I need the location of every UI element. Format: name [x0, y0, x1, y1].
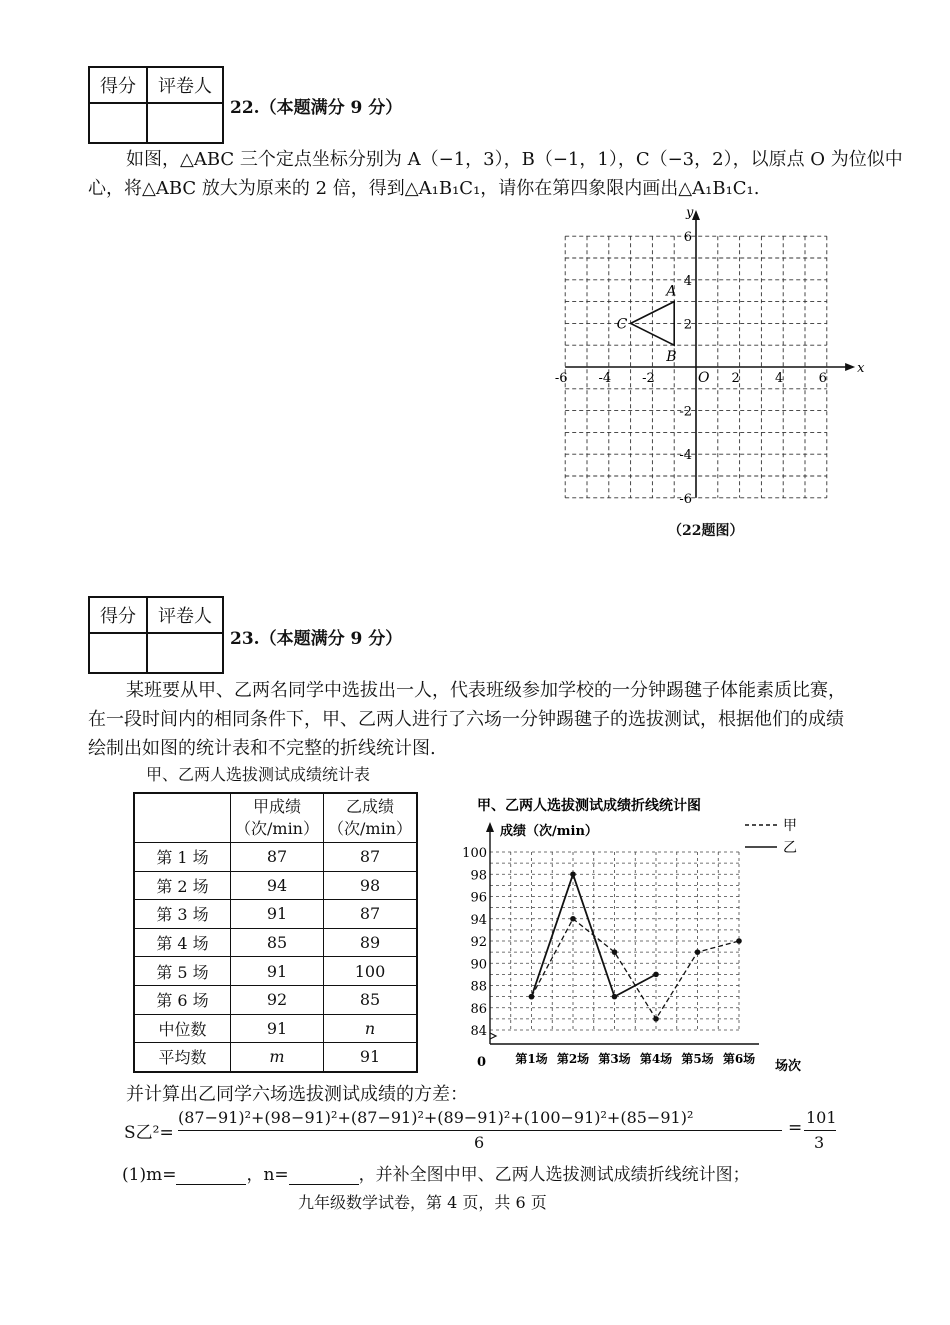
q22-figure-caption: （22题图） [668, 523, 744, 539]
chart-ylabel: 成绩（次/min） [500, 824, 598, 839]
chart-gridlines [490, 852, 739, 1030]
variance-equals: = [788, 1118, 803, 1138]
chart-y-tick-label: 88 [470, 979, 487, 995]
jia-score: 87 [231, 843, 324, 872]
y-tick-label: 2 [683, 317, 692, 333]
table-row [134, 1014, 417, 1043]
line-chart [455, 790, 815, 1080]
variance-numerator: (87−91)²+(98−91)²+(87−91)²+(89−91)²+(100−91)²+(85−91)² [178, 1108, 694, 1127]
score-label: 得分 [89, 597, 147, 633]
table-row [134, 928, 417, 957]
chart-xlabel: 场次 [775, 1059, 802, 1074]
chart-y-tick-label: 100 [462, 846, 487, 861]
chart-y-tick-label: 96 [470, 890, 487, 906]
row-label: 第 2 场 [134, 871, 231, 900]
chart-x-tick-label: 第1场 [515, 1052, 548, 1066]
x-tick-label: -6 [554, 371, 568, 386]
variance-intro: 并计算出乙同学六场选拔测试成绩的方差： [126, 1084, 468, 1105]
row-label: 第 5 场 [134, 957, 231, 986]
chart-y-tick-labels [462, 846, 487, 1039]
jia-score: 94 [231, 871, 324, 900]
x-axis-label: x [857, 361, 865, 376]
x-tick-label: -2 [642, 371, 655, 386]
tick-labels [555, 230, 827, 507]
table-title: 甲、乙两人选拔测试成绩统计表 [146, 765, 371, 784]
variance-result-denominator: 3 [814, 1133, 825, 1152]
variance-lhs: S乙²= [124, 1123, 174, 1143]
q22-text-line1: 如图，△ABC 三个定点坐标分别为 A（−1，3），B（−1，1），C（−3，2），以原点 O 为位似中 [126, 149, 903, 170]
chart-y-tick-label: 94 [470, 912, 487, 928]
q23-title: 23.（本题满分 9 分） [230, 629, 403, 649]
vertex-label-b: B [666, 349, 677, 366]
q22-score-box [88, 66, 224, 144]
y-tick-label: -2 [679, 404, 692, 420]
chart-x-tick-labels [515, 1051, 755, 1066]
q22-text-line2: 心，将△ABC 放大为原来的 2 倍，得到△A₁B₁C₁，请你在第四象限内画出△A₁B₁C₁. [88, 178, 760, 199]
data-point [570, 871, 576, 877]
yi-score: 100 [324, 957, 418, 986]
y-tick-label: 6 [683, 230, 692, 246]
n-answer-blank[interactable] [289, 1166, 359, 1185]
q22-title: 22.（本题满分 9 分） [230, 98, 403, 118]
yi-score: 89 [324, 928, 418, 957]
header-yi [324, 793, 418, 843]
row-label: 第 4 场 [134, 928, 231, 957]
part1-line [122, 1160, 750, 1185]
chart-x-tick-label: 第5场 [681, 1052, 714, 1066]
x-tick-label: 4 [775, 371, 784, 386]
jia-score: 92 [231, 985, 324, 1014]
header-yi-name: 乙成绩 [345, 797, 394, 816]
legend-label: 甲 [783, 818, 797, 834]
header-jia-unit: （次/min） [235, 819, 319, 838]
score-cell[interactable] [89, 633, 147, 673]
x-tick-label: 2 [731, 371, 740, 386]
variance-fraction-bar [178, 1130, 782, 1131]
x-tick-label: -4 [598, 371, 612, 386]
score-cell[interactable] [89, 103, 147, 143]
data-point [695, 949, 701, 955]
chart-x-tick-label: 第4场 [639, 1052, 673, 1066]
table-corner [134, 793, 231, 843]
yi-score: 98 [324, 871, 418, 900]
chart-x-tick-label: 第3场 [598, 1052, 631, 1066]
q23-score-box [88, 596, 224, 674]
score-label: 得分 [89, 67, 147, 103]
table-row [134, 1043, 417, 1072]
header-jia-name: 甲成绩 [252, 797, 301, 816]
data-point [570, 916, 576, 922]
origin-label: O [698, 370, 710, 386]
row-label: 中位数 [134, 1014, 231, 1043]
q22-coordinate-grid [552, 200, 872, 510]
chart-y-axis-arrow [486, 822, 494, 832]
chart-y-tick-label: 98 [470, 868, 487, 884]
yi-score: 85 [324, 985, 418, 1014]
yi-score: 87 [324, 843, 418, 872]
chart-x-tick-label: 第6场 [722, 1052, 756, 1066]
jia-score: m [231, 1043, 324, 1072]
vertex-label-a: A [666, 283, 677, 300]
yi-score: n [324, 1014, 418, 1043]
y-tick-label: -6 [679, 491, 692, 507]
table-row [134, 871, 417, 900]
m-answer-blank[interactable] [176, 1166, 246, 1185]
chart-y-tick-label: 84 [470, 1024, 487, 1039]
row-label: 第 6 场 [134, 985, 231, 1014]
legend-label: 乙 [783, 840, 797, 856]
jia-score: 85 [231, 928, 324, 957]
data-point [612, 994, 618, 1000]
grader-label: 评卷人 [147, 67, 223, 103]
chart-y-tick-label: 92 [470, 935, 487, 950]
yi-score: 91 [324, 1043, 418, 1072]
triangle-abc [617, 284, 677, 366]
grader-cell[interactable] [147, 103, 223, 143]
chart-y-tick-label: 86 [470, 1001, 487, 1017]
vertex-label-c: C [616, 316, 628, 333]
row-label: 第 1 场 [134, 843, 231, 872]
y-axis-label: y [686, 205, 694, 221]
header-jia [231, 793, 324, 843]
chart-y-tick-label: 90 [470, 957, 487, 973]
x-tick-label: 6 [818, 371, 827, 386]
jia-score: 91 [231, 957, 324, 986]
chart-axis-break [490, 1033, 496, 1039]
table-row [134, 957, 417, 986]
score-table [133, 792, 418, 1073]
data-point [736, 938, 742, 944]
x-axis-arrow [845, 363, 855, 371]
chart-x-tick-label: 第2场 [556, 1052, 590, 1066]
q23-text-line2: 在一段时间内的相同条件下，甲、乙两人进行了六场一分钟踢毽子的选拔测试，根据他们的成绩 [88, 709, 844, 730]
yi-score: 87 [324, 900, 418, 929]
chart-origin-label: 0 [477, 1055, 487, 1070]
data-point [529, 994, 535, 1000]
grader-cell[interactable] [147, 633, 223, 673]
jia-score: 91 [231, 1014, 324, 1043]
chart-title: 甲、乙两人选拔测试成绩折线统计图 [477, 798, 701, 814]
part1-n-label: ，n= [246, 1165, 289, 1185]
q23-text-line1: 某班要从甲、乙两名同学中选拔出一人，代表班级参加学校的一分钟踢毽子体能素质比赛， [126, 680, 846, 701]
variance-result-numerator: 101 [806, 1108, 837, 1127]
variance-result-bar [804, 1130, 836, 1131]
data-point [653, 1016, 659, 1022]
part1-m-label: (1)m= [122, 1165, 177, 1185]
y-tick-label: 4 [683, 273, 692, 289]
table-row [134, 843, 417, 872]
q23-text-line3: 绘制出如图的统计表和不完整的折线统计图. [88, 738, 436, 759]
table-row [134, 900, 417, 929]
header-yi-unit: （次/min） [328, 819, 412, 838]
variance-denominator: 6 [474, 1133, 485, 1152]
row-label: 平均数 [134, 1043, 231, 1072]
data-point [653, 972, 659, 978]
table-row [134, 985, 417, 1014]
y-tick-label: -4 [679, 448, 692, 464]
data-point [612, 949, 618, 955]
chart-series [529, 871, 742, 1021]
jia-score: 91 [231, 900, 324, 929]
grader-label: 评卷人 [147, 597, 223, 633]
row-label: 第 3 场 [134, 900, 231, 929]
chart-legend [745, 818, 797, 856]
part1-instructions: ，并补全图中甲、乙两人选拔测试成绩折线统计图； [358, 1165, 750, 1185]
page-footer: 九年级数学试卷，第 4 页，共 6 页 [298, 1193, 547, 1212]
